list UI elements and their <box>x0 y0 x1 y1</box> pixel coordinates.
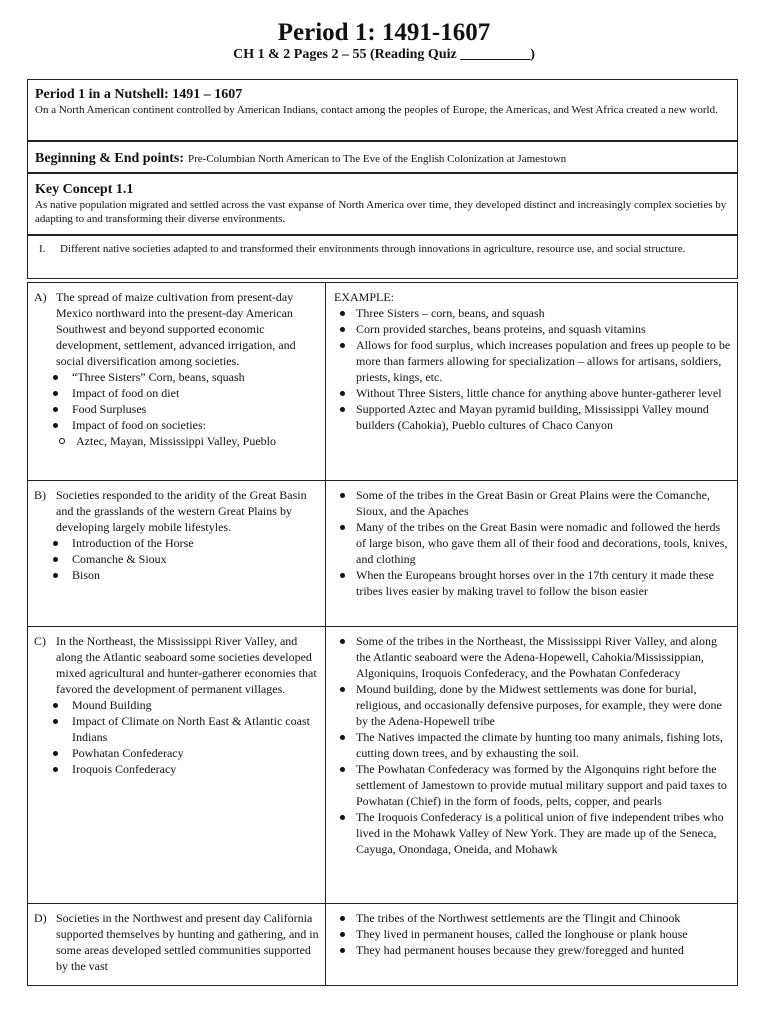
points-box <box>27 141 738 173</box>
list-item: Mound building, done by the Midwest settlements was done for burial, religious, and occasionally defensive purposes, for example, they were done by the Adena-Hopewell tribe <box>334 681 732 729</box>
list-item: Three Sisters – corn, beans, and squash <box>334 305 732 321</box>
bullet-list <box>334 910 732 958</box>
table-row-d-left <box>28 904 325 986</box>
list-item: Comanche & Sioux <box>34 551 319 567</box>
page-subtitle: CH 1 & 2 Pages 2 – 55 (Reading Quiz __________) <box>233 47 535 62</box>
row-letter: A) <box>34 290 47 304</box>
table-row-a-left <box>28 283 325 480</box>
bullet-list <box>34 535 319 583</box>
list-item: Bison <box>34 567 319 583</box>
list-item: Without Three Sisters, little chance for anything above hunter-gatherer level <box>334 385 732 401</box>
bullet-list <box>334 487 732 599</box>
row-letter: C) <box>34 634 46 648</box>
list-item: Iroquois Confederacy <box>34 761 319 777</box>
list-item: Some of the tribes in the Great Basin or Great Plains were the Comanche, Sioux, and the Apaches <box>334 487 732 519</box>
roman-numeral: I. <box>39 243 46 255</box>
list-item: Allows for food surplus, which increases population and frees up people to be more than farmers allowing for specialization – allows for artisans, soldiers, priests, kings, etc. <box>334 337 732 385</box>
list-item: The Powhatan Confederacy was formed by the Algonquins right before the settlement of Jamestown to provide mutual military support and paid taxes to Powhatan (Chief) in the form of foods, pelts, copper, and pearls <box>334 761 732 809</box>
list-item: “Three Sisters” Corn, beans, squash <box>34 369 319 385</box>
roman-text: Different native societies adapted to and transformed their environments through innovations in agriculture, resource use, and social structure. <box>60 243 686 255</box>
nutshell-heading: Period 1 in a Nutshell: 1491 – 1607 <box>35 87 243 102</box>
list-item: Food Surpluses <box>34 401 319 417</box>
list-item: Many of the tribes on the Great Basin were nomadic and followed the herds of large bison, who gave them all of their food and decorations, tools, knives, and clothing <box>334 519 732 567</box>
row-text: The spread of maize cultivation from present-day Mexico northward into the present-day American Southwest and beyond supported economic development, settlement, advanced irrigation, and social diversification among societies. <box>56 290 296 368</box>
table-row-a-right <box>326 283 738 480</box>
list-item: Introduction of the Horse <box>34 535 319 551</box>
key-concept-text: As native population migrated and settled across the vast expanse of North America over time, they developed distinct and increasingly complex societies by adapting to and transforming their diverse environments. <box>35 199 727 225</box>
points-text: Pre-Columbian North American to The Eve of the English Colonization at Jamestown <box>188 153 567 165</box>
bullet-list <box>34 697 319 777</box>
list-item: Some of the tribes in the Northeast, the Mississippi River Valley, and along the Atlantic seaboard were the Adena-Hopewell, Cahokia/Mississippian, Algoniquins, Iroquois Confederacy, and the Powhatan Confederacy <box>334 633 732 681</box>
row-letter: D) <box>34 911 47 925</box>
list-item: The tribes of the Northwest settlements are the Tlingit and Chinook <box>334 910 732 926</box>
example-label: EXAMPLE: <box>334 290 394 304</box>
list-item: Impact of Climate on North East & Atlantic coast Indians <box>34 713 319 745</box>
nutshell-box <box>27 79 738 141</box>
list-item: They had permanent houses because they grew/foregged and hunted <box>334 942 732 958</box>
bullet-list <box>334 305 732 433</box>
roman-box <box>27 235 738 279</box>
list-item: Aztec, Mayan, Mississippi Valley, Pueblo <box>34 433 319 449</box>
key-concept-heading: Key Concept 1.1 <box>35 182 134 197</box>
table-row-b-left <box>28 481 325 626</box>
table-row-d-right <box>326 904 738 986</box>
row-text: Societies responded to the aridity of the Great Basin and the grasslands of the western Great Plains by developing largely mobile lifestyles. <box>56 488 307 534</box>
page-title: Period 1: 1491-1607 <box>277 19 491 46</box>
list-item: Corn provided starches, beans proteins, and squash vitamins <box>334 321 732 337</box>
concept-table <box>27 282 738 986</box>
list-item: Impact of food on diet <box>34 385 319 401</box>
row-text: In the Northeast, the Mississippi River Valley, and along the Atlantic seaboard some societies developed mixed agricultural and hunter-gatherer economies that favored the development of permanent villages. <box>56 634 317 696</box>
table-row-c-right <box>326 627 738 903</box>
list-item: Powhatan Confederacy <box>34 745 319 761</box>
key-concept-box <box>27 173 738 235</box>
points-heading: Beginning & End points: <box>35 151 184 166</box>
nutshell-text: On a North American continent controlled by American Indians, contact among the peoples of Europe, the Americas, and West Africa created a new world. <box>35 104 718 116</box>
bullet-list <box>334 633 732 857</box>
bullet-list <box>34 369 319 433</box>
list-item: Impact of food on societies: <box>34 417 319 433</box>
row-letter: B) <box>34 488 46 502</box>
list-item: The Natives impacted the climate by hunting too many animals, fishing lots, cutting down trees, and by exhausting the soil. <box>334 729 732 761</box>
row-text: Societies in the Northwest and present day California supported themselves by hunting and gathering, and in some areas developed settled communities supported by the vast <box>56 911 319 973</box>
list-item: They lived in permanent houses, called the longhouse or plank house <box>334 926 732 942</box>
list-item: Mound Building <box>34 697 319 713</box>
list-item: Supported Aztec and Mayan pyramid building, Mississippi Valley mound builders (Cahokia), Pueblo cultures of Chaco Canyon <box>334 401 732 433</box>
table-row-c-left <box>28 627 325 903</box>
list-item: When the Europeans brought horses over in the 17th century it made these tribes lives easier by making travel to follow the bison easier <box>334 567 732 599</box>
table-row-b-right <box>326 481 738 626</box>
sub-bullet-list <box>34 433 319 449</box>
list-item: The Iroquois Confederacy is a political union of five independent tribes who lived in the Mohawk Valley of New York. They are made up of the Seneca, Cayuga, Onondaga, Oneida, and Mohawk <box>334 809 732 857</box>
